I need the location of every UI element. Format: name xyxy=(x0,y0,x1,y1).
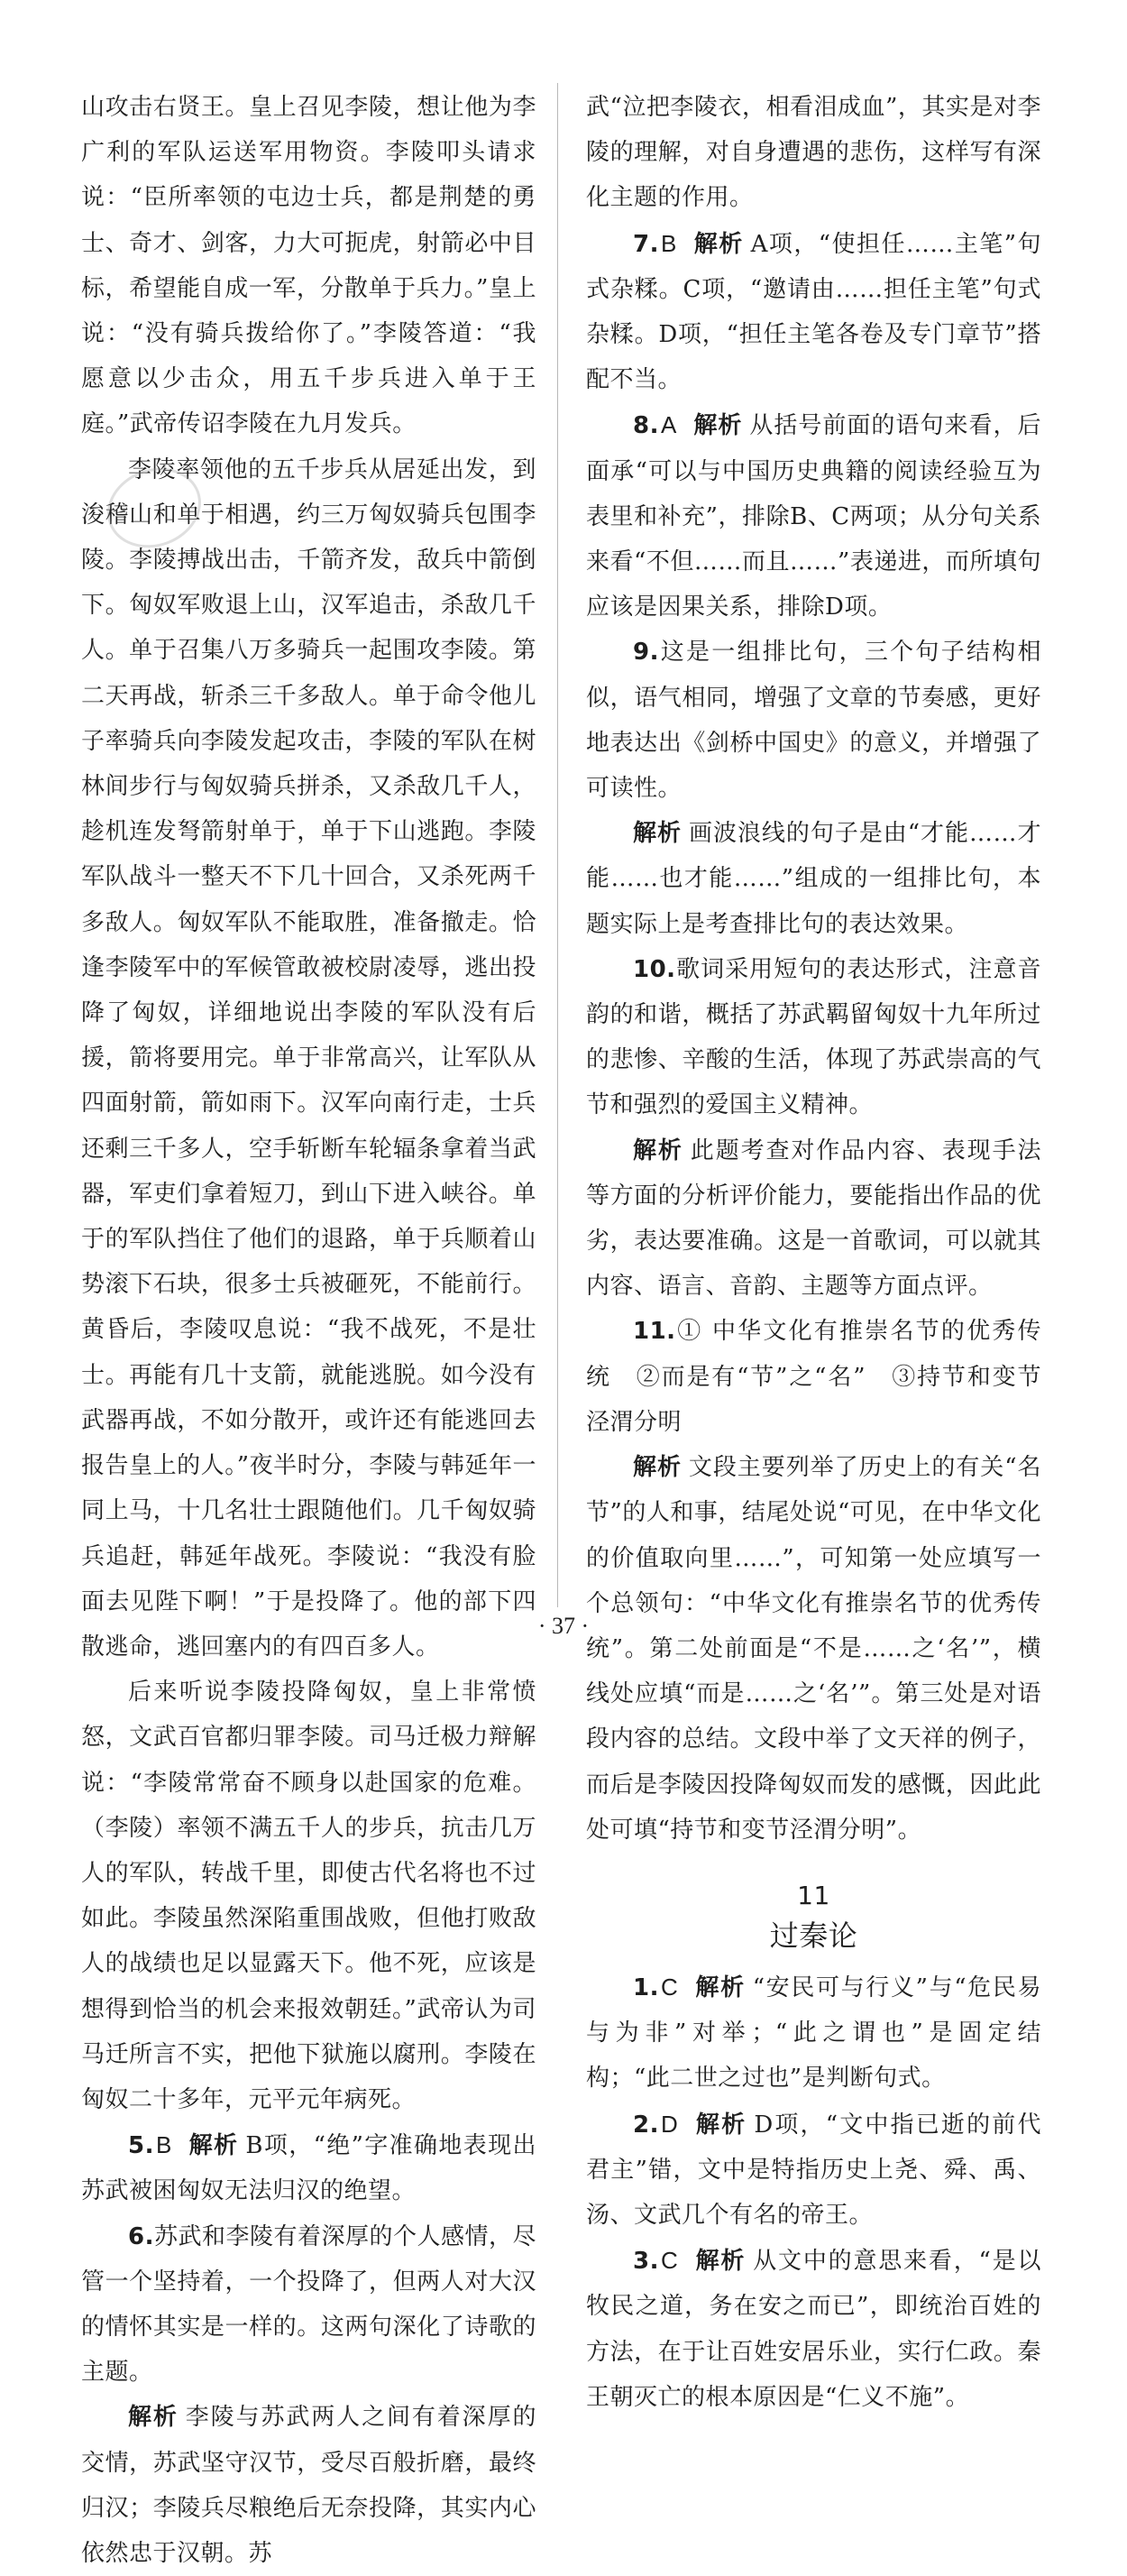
analysis-text: 此题考查对作品内容、表现手法等方面的分析评价能力，要能指出作品的优劣，表达要准确。这是一首歌词，可以就其内容、语言、音韵、主题等方面点评。 xyxy=(586,1136,1041,1301)
answer-letter: D xyxy=(660,2110,679,2138)
analysis-label: 解析 xyxy=(694,1973,746,2001)
paragraph: 后来听说李陵投降匈奴，皇上非常愤怒，文武百官都归罪李陵。司马迁极力辩解说：“李陵常常奋不顾身以赴国家的危难。（李陵）率领不满五千人的步兵，抗击几万人的军队，转战千里，即使古代名将也不过如此。李陵虽然深陷重围战败，但他打败敌人的战绩也足以显露天下。他不死，应该是想得到恰当的机会来报效朝廷。”武帝认为司马迁所言不实，把他下狱施以腐刑。李陵在匈奴二十多年，元平元年病死。 xyxy=(81,1679,536,2113)
answer-letter: A xyxy=(660,411,677,439)
answer-letter: B xyxy=(155,2131,172,2159)
answer-letter: C xyxy=(660,2247,679,2275)
question-8 xyxy=(586,402,1041,630)
question-9 xyxy=(586,630,1041,811)
question-11-analysis xyxy=(586,1445,1041,1853)
question-number: 11. xyxy=(633,1318,676,1346)
question-10 xyxy=(586,947,1041,1128)
analysis-text: D项，“文中指已逝的前代君主”错，文中是特指历史上尧、舜、禹、汤、文武几个有名的帝王。 xyxy=(586,2111,1041,2229)
question-number: 2. xyxy=(633,2111,659,2139)
paragraph-continued: 武“泣把李陵衣，相看泪成血”，其实是对李陵的理解，对自身遭遇的悲伤，这样写有深化主题的作用。 xyxy=(586,94,1041,212)
analysis-text: 文段主要列举了历史上的有关“名节”的人和事，结尾处说“可见，在中华文化的价值取向里……”，可知第一处应填写一个总领句：“中华文化有推崇名节的优秀传统”。第二处前面是“不是……之‘名’”，横线处应填“而是……之‘名’”。第三处是对语段内容的总结。文段中举了文天祥的例子，而后是李陵因投降匈奴而发的感慨，因此此处可填“持节和变节泾渭分明”。 xyxy=(586,1454,1041,1844)
question-number: 10. xyxy=(633,955,676,983)
analysis-label: 解析 xyxy=(694,2248,747,2276)
answer-text: ① 中华文化有推崇名节的优秀传统 ②而是有“节”之“名” ③持节和变节泾渭分明 xyxy=(586,1318,1041,1436)
analysis-text: A项，“使担任……主笔”句式杂糅。C项，“邀请由……担任主笔”句式杂糅。D项，“担任主笔各卷及专门章节”搭配不当。 xyxy=(586,230,1041,394)
question-number: 7. xyxy=(633,230,659,258)
answer-text: 歌词采用短句的表达形式，注意音韵的和谐，概括了苏武羁留匈奴十九年所过的悲惨、辛酸的生活，体现了苏武崇高的气节和强烈的爱国主义精神。 xyxy=(586,955,1041,1119)
answer-letter: B xyxy=(660,229,677,257)
analysis-label: 解析 xyxy=(633,1454,682,1482)
analysis-text: “安民可与行义”与“危民易与为非”对举；“此之谓也”是固定结构；“此二世之过也”是判断句式。 xyxy=(586,1973,1041,2093)
analysis-text: B项，“绝”字准确地表现出苏武被困匈奴无法归汉的绝望。 xyxy=(81,2132,536,2205)
analysis-text: 李陵与苏武两人之间有着深厚的交情，苏武坚守汉节，受尽百般折磨，最终归汉；李陵兵尽粮绝后无奈投降，其实内心依然忠于汉朝。苏 xyxy=(81,2404,536,2567)
column-divider xyxy=(557,83,558,1607)
question-number: 6. xyxy=(128,2222,154,2250)
answer-letter: C xyxy=(660,1973,679,2001)
section-heading xyxy=(586,1878,1041,1957)
analysis-label: 解析 xyxy=(633,1136,683,1164)
analysis-label: 解析 xyxy=(633,820,682,848)
section-question-3 xyxy=(586,2238,1041,2420)
analysis-text: 从文中的意思来看，“是以牧民之道，务在安之而已”，即统治百姓的方法，在于让百姓安居乐业，实行仁政。秦王朝灭亡的根本原因是“仁义不施”。 xyxy=(586,2248,1041,2411)
question-6-analysis xyxy=(81,2395,536,2576)
analysis-label: 解析 xyxy=(692,230,744,258)
answer-text: 这是一组排比句，三个句子结构相似，语气相同，增强了文章的节奏感，更好地表达出《剑桥中国史》的意义，并增强了可读性。 xyxy=(586,639,1041,803)
question-number: 9. xyxy=(633,639,659,667)
analysis-label: 解析 xyxy=(128,2404,179,2432)
page-number: · 37 · xyxy=(537,1613,590,1639)
section-title: 过秦论 xyxy=(769,1918,858,1953)
section-question-2 xyxy=(586,2102,1041,2239)
analysis-label: 解析 xyxy=(694,2111,747,2139)
question-number: 5. xyxy=(128,2132,154,2160)
left-column xyxy=(81,85,536,2576)
question-10-analysis xyxy=(586,1128,1041,1310)
paragraph: 山攻击右贤王。皇上召见李陵，想让他为李广利的军队运送军用物资。李陵叩头请求说：“臣所率领的屯边士兵，都是荆楚的勇士、奇才、剑客，力大可扼虎，射箭必中目标，希望能自成一军，分散单于兵力。”皇上说：“没有骑兵拨给你了。”李陵答道：“我愿意以少击众，用五千步兵进入单于王庭。”武帝传诏李陵在九月发兵。 xyxy=(81,94,536,438)
question-7 xyxy=(586,221,1041,403)
answer-text: 苏武和李陵有着深厚的个人感情，尽管一个坚持着，一个投降了，但两人对大汉的情怀其实是一样的。这两句深化了诗歌的主题。 xyxy=(81,2222,536,2387)
question-6 xyxy=(81,2214,536,2396)
analysis-label: 解析 xyxy=(188,2132,239,2160)
right-column xyxy=(586,85,1041,2420)
analysis-label: 解析 xyxy=(692,412,743,440)
analysis-text: 从括号前面的语句来看，后面承“可以与中国历史典籍的阅读经验互为表里和补充”，排除B、C两项；从分句关系来看“不但……而且……”表递进，而所填句应该是因果关系，排除D项。 xyxy=(586,412,1041,621)
section-number: 11 xyxy=(797,1880,830,1910)
section-question-1 xyxy=(586,1964,1041,2102)
question-9-analysis xyxy=(586,811,1041,947)
analysis-text: 画波浪线的句子是由“才能……才能……也才能……”组成的一组排比句，本题实际上是考查排比句的表达效果。 xyxy=(586,820,1041,938)
question-number: 8. xyxy=(633,412,659,440)
question-5 xyxy=(81,2122,536,2213)
question-number: 3. xyxy=(633,2248,659,2276)
question-11 xyxy=(586,1309,1041,1445)
question-number: 1. xyxy=(633,1973,659,2001)
paragraph: 李陵率领他的五千步兵从居延出发，到浚稽山和单于相遇，约三万匈奴骑兵包围李陵。李陵搏战出击，千箭齐发，敌兵中箭倒下。匈奴军败退上山，汉军追击，杀敌几千人。单于召集八万多骑兵一起围攻李陵。第二天再战，斩杀三千多敌人。单于命令他儿子率骑兵向李陵发起攻击，李陵的军队在树林间步行与匈奴骑兵拼杀，又杀敌几千人，趁机连发弩箭射单于，单于下山逃跑。李陵军队战斗一整天不下几十回合，又杀死两千多敌人。匈奴军队不能取胜，准备撤走。恰逢李陵军中的军候管敢被校尉凌辱，逃出投降了匈奴，详细地说出李陵的军队没有后援，箭将要用完。单于非常高兴，让军队从四面射箭，箭如雨下。汉军向南行走，士兵还剩三千多人，空手斩断车轮辐条拿着当武器，军吏们拿着短刀，到山下进入峡谷。单于的军队挡住了他们的退路，单于兵顺着山势滚下石块，很多士兵被砸死，不能前行。黄昏后，李陵叹息说：“我不战死，不是壮士。再能有几十支箭，就能逃脱。如今没有武器再战，不如分散开，或许还有能逃回去报告皇上的人。”夜半时分，李陵与韩延年一同上马，十几名壮士跟随他们。几千匈奴骑兵追赶，韩延年战死。李陵说：“我没有脸面去见陛下啊！”于是投降了。他的部下四散逃命，逃回塞内的有四百多人。 xyxy=(81,455,536,1661)
